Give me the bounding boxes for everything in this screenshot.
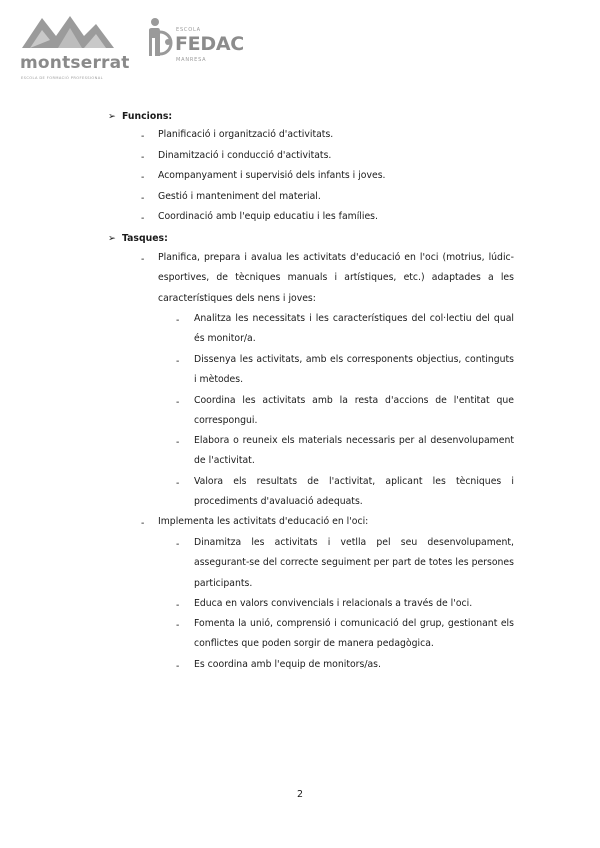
dash-bullet: - [176, 397, 180, 408]
section-title: Tasques: [122, 233, 168, 244]
tasques-item-1-sub-3: Coordina les activitats amb la resta d'accions de l'entitat que correspongui. [194, 395, 514, 427]
tasques-item-1: Planifica, prepara i avalua les activitats d'educació en l'oci (motrius, lúdic-esportives, de tècniques manuals i artístiques, etc.) adaptades a les característiques dels nens i joves: [158, 252, 514, 304]
funcions-item-1: Planificació i organització d'activitats. [158, 129, 334, 140]
tasques-item-1-sub-2: Dissenya les activitats, amb els corresponents objectius, continguts i mètodes. [194, 354, 514, 386]
dash-bullet: - [141, 254, 145, 265]
dash-bullet: - [176, 315, 180, 326]
dash-bullet: - [176, 539, 180, 550]
tasques-item-2-sub-2: Educa en valors convivencials i relacionals a través de l'oci. [194, 598, 473, 609]
tasques-item-2: Implementa les activitats d'educació en l'oci: [158, 516, 369, 527]
tasques-item-1-sub-5: Valora els resultats de l'activitat, aplicant les tècniques i procediments d'avaluació adequats. [194, 476, 514, 508]
dash-bullet: - [176, 620, 180, 631]
arrow-bullet-icon: ➢ [108, 111, 116, 122]
page-number: 2 [296, 789, 304, 800]
fedac-city-label: MANRESA [176, 57, 207, 63]
fedac-wordmark: FEDAC [175, 33, 244, 55]
arrow-bullet-icon: ➢ [108, 233, 116, 244]
fedac-escola-label: ESCOLA [176, 27, 201, 33]
funcions-item-5: Coordinació amb l'equip educatiu i les famílies. [158, 211, 378, 222]
dash-bullet: - [176, 478, 180, 489]
montserrat-tagline: ESCOLA DE FORMACIÓ PROFESSIONAL [21, 76, 104, 80]
montserrat-mountain-icon [20, 12, 116, 52]
dash-bullet: - [141, 193, 145, 204]
dash-bullet: - [141, 518, 145, 529]
dash-bullet: - [141, 213, 145, 224]
funcions-item-2: Dinamització i conducció d'activitats. [158, 150, 332, 161]
fedac-logo [146, 16, 256, 66]
dash-bullet: - [176, 600, 180, 611]
tasques-item-2-sub-4: Es coordina amb l'equip de monitors/as. [194, 659, 381, 670]
dash-bullet: - [141, 172, 145, 183]
dash-bullet: - [141, 152, 145, 163]
tasques-item-1-sub-1: Analitza les necessitats i les característiques del col·lectiu del qual és monitor/a. [194, 313, 514, 345]
tasques-item-2-sub-3: Fomenta la unió, comprensió i comunicació del grup, gestionant els conflictes que poden sorgir de manera pedagògica. [194, 618, 514, 650]
section-title: Funcions: [122, 111, 173, 122]
dash-bullet: - [176, 356, 180, 367]
dash-bullet: - [141, 131, 145, 142]
dash-bullet: - [176, 437, 180, 448]
montserrat-wordmark: montserrat [20, 53, 130, 73]
dash-bullet: - [176, 661, 180, 672]
page-header [0, 0, 600, 80]
funcions-item-3: Acompanyament i supervisió dels infants i joves. [158, 170, 386, 181]
section-tasques-heading [108, 233, 168, 244]
section-funcions-heading [108, 111, 172, 122]
tasques-item-1-sub-4: Elabora o reuneix els materials necessaris per al desenvolupament de l'activitat. [194, 435, 514, 467]
funcions-item-4: Gestió i manteniment del material. [158, 191, 321, 202]
fedac-figure-icon [146, 16, 176, 60]
tasques-item-2-sub-1: Dinamitza les activitats i vetlla pel seu desenvolupament, assegurant-se del correcte seguiment per part de totes les persones participants. [194, 537, 514, 589]
montserrat-logo [20, 12, 130, 80]
